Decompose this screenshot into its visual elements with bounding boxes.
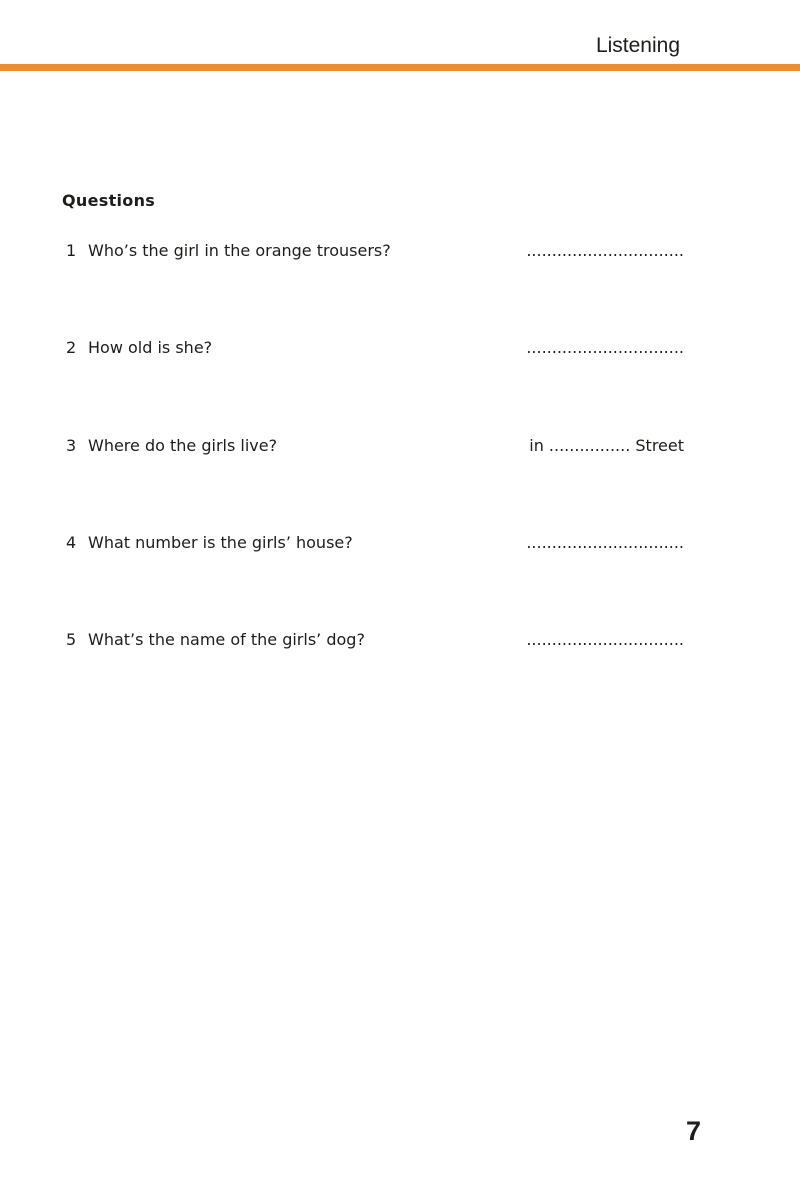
question-number: 1 <box>66 241 77 260</box>
question-number: 3 <box>66 436 77 455</box>
section-title: Listening <box>595 34 680 57</box>
answer-blank[interactable]: ............................... <box>526 338 684 357</box>
question-1 <box>66 241 684 265</box>
page-number: 7 <box>686 1116 702 1146</box>
question-number: 2 <box>66 338 77 357</box>
answer-blank[interactable]: ............................... <box>526 630 684 649</box>
question-3 <box>66 436 684 460</box>
question-5 <box>66 630 684 654</box>
answer-blank[interactable]: in ................ Street <box>529 436 684 455</box>
header-divider <box>0 64 800 71</box>
question-number: 4 <box>66 533 77 552</box>
question-text: What number is the girls’ house? <box>88 533 353 552</box>
answer-blank[interactable]: ............................... <box>526 533 684 552</box>
question-text: Who’s the girl in the orange trousers? <box>88 241 391 260</box>
question-number: 5 <box>66 630 77 649</box>
answer-blank[interactable]: ............................... <box>526 241 684 260</box>
question-text: How old is she? <box>88 338 213 357</box>
question-text: Where do the girls live? <box>88 436 278 455</box>
question-4 <box>66 533 684 557</box>
questions-heading: Questions <box>62 191 156 210</box>
question-text: What’s the name of the girls’ dog? <box>88 630 365 649</box>
question-2 <box>66 338 684 362</box>
